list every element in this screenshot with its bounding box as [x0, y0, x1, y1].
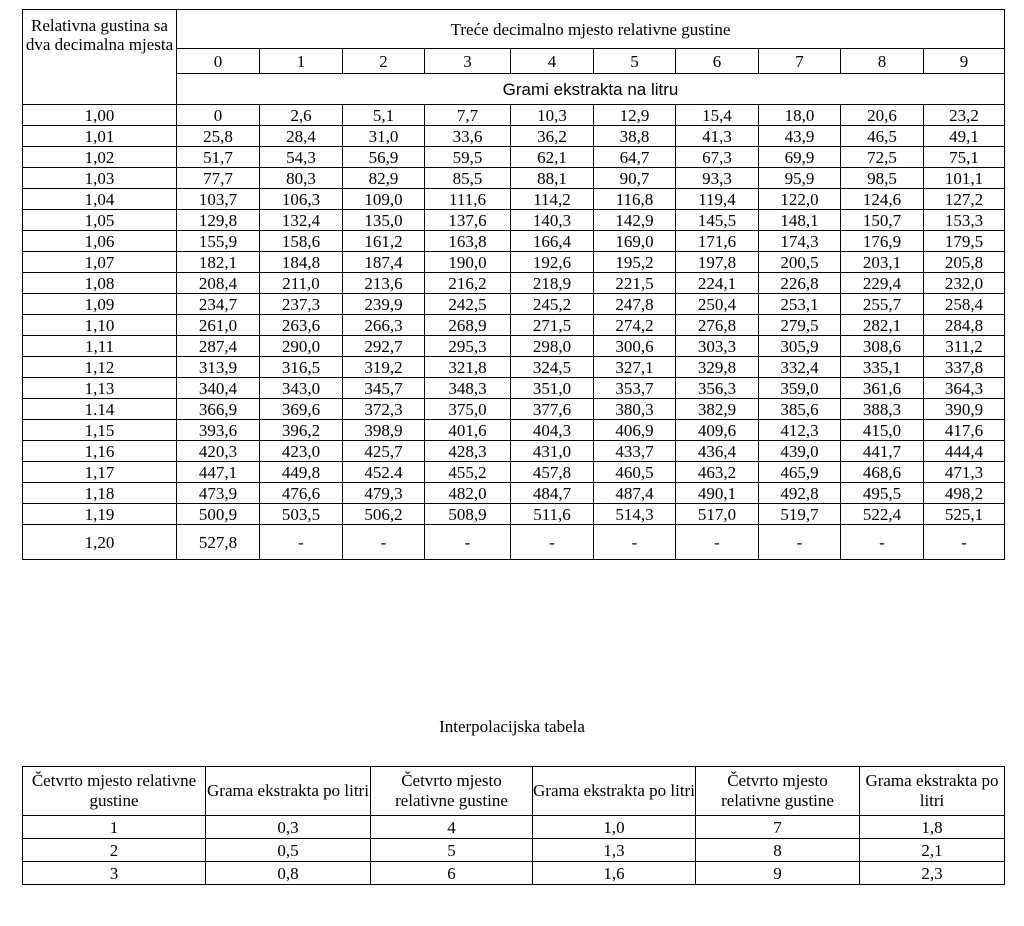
table-row — [23, 147, 1005, 168]
interpolation-header: Grama ekstrakta po litri — [533, 767, 696, 816]
value-cell: 274,2 — [594, 315, 676, 336]
value-cell: 137,6 — [425, 210, 511, 231]
density-cell: 1,17 — [23, 462, 177, 483]
value-cell: 111,6 — [425, 189, 511, 210]
value-cell: 482,0 — [425, 483, 511, 504]
value-cell: 287,4 — [177, 336, 260, 357]
value-cell: 401,6 — [425, 420, 511, 441]
value-cell: 124,6 — [841, 189, 924, 210]
value-cell: 10,3 — [511, 105, 594, 126]
value-cell: 519,7 — [759, 504, 841, 525]
table-row — [23, 315, 1005, 336]
value-cell: 498,2 — [924, 483, 1005, 504]
value-cell: 271,5 — [511, 315, 594, 336]
density-cell: 1.14 — [23, 399, 177, 420]
value-cell: 385,6 — [759, 399, 841, 420]
density-cell: 1,20 — [23, 525, 177, 560]
table-row — [23, 839, 1005, 862]
value-cell: 433,7 — [594, 441, 676, 462]
value-cell: 382,9 — [676, 399, 759, 420]
value-cell: 153,3 — [924, 210, 1005, 231]
value-cell: 129,8 — [177, 210, 260, 231]
value-cell: 409,6 — [676, 420, 759, 441]
value-cell: 33,6 — [425, 126, 511, 147]
value-cell: 132,4 — [260, 210, 343, 231]
density-column-header: Relativna gustina sa dva decimalna mjesta — [23, 10, 177, 105]
density-cell: 1,15 — [23, 420, 177, 441]
value-cell: - — [594, 525, 676, 560]
extract-table — [22, 9, 1005, 560]
value-cell: 377,6 — [511, 399, 594, 420]
value-cell: 327,1 — [594, 357, 676, 378]
value-cell: 279,5 — [759, 315, 841, 336]
table-row — [23, 294, 1005, 315]
density-cell: 1,04 — [23, 189, 177, 210]
value-cell: 171,6 — [676, 231, 759, 252]
table-row — [23, 462, 1005, 483]
table-row — [23, 483, 1005, 504]
value-cell: 468,6 — [841, 462, 924, 483]
value-cell: 211,0 — [260, 273, 343, 294]
value-cell: 305,9 — [759, 336, 841, 357]
table-row — [23, 862, 1005, 885]
value-cell: 393,6 — [177, 420, 260, 441]
value-cell: 396,2 — [260, 420, 343, 441]
value-cell: 321,8 — [425, 357, 511, 378]
value-cell: 372,3 — [343, 399, 425, 420]
digit-header: 6 — [676, 49, 759, 74]
interpolation-cell: 2 — [23, 839, 206, 862]
value-cell: 500,9 — [177, 504, 260, 525]
value-cell: 263,6 — [260, 315, 343, 336]
density-cell: 1,08 — [23, 273, 177, 294]
interpolation-header: Grama ekstrakta po litri — [206, 767, 371, 816]
value-cell: 375,0 — [425, 399, 511, 420]
density-cell: 1,05 — [23, 210, 177, 231]
interpolation-cell: 1,8 — [860, 816, 1005, 839]
digit-header: 9 — [924, 49, 1005, 74]
value-cell: 527,8 — [177, 525, 260, 560]
value-cell: 95,9 — [759, 168, 841, 189]
value-cell: 415,0 — [841, 420, 924, 441]
value-cell: 69,9 — [759, 147, 841, 168]
value-cell: 2,6 — [260, 105, 343, 126]
value-cell: 101,1 — [924, 168, 1005, 189]
value-cell: 253,1 — [759, 294, 841, 315]
table-title: Treće decimalno mjesto relativne gustine — [177, 10, 1005, 49]
value-cell: 503,5 — [260, 504, 343, 525]
value-cell: - — [759, 525, 841, 560]
density-cell: 1,09 — [23, 294, 177, 315]
value-cell: 508,9 — [425, 504, 511, 525]
value-cell: 261,0 — [177, 315, 260, 336]
value-cell: 31,0 — [343, 126, 425, 147]
value-cell: 195,2 — [594, 252, 676, 273]
density-cell: 1,00 — [23, 105, 177, 126]
value-cell: 431,0 — [511, 441, 594, 462]
value-cell: 36,2 — [511, 126, 594, 147]
digit-header: 4 — [511, 49, 594, 74]
value-cell: 232,0 — [924, 273, 1005, 294]
interpolation-header: Četvrto mjesto relativne gustine — [23, 767, 206, 816]
interpolation-header: Četvrto mjesto relativne gustine — [371, 767, 533, 816]
value-cell: 221,5 — [594, 273, 676, 294]
value-cell: 436,4 — [676, 441, 759, 462]
interpolation-header: Četvrto mjesto relativne gustine — [696, 767, 860, 816]
table-row — [23, 105, 1005, 126]
value-cell: 145,5 — [676, 210, 759, 231]
value-cell: 150,7 — [841, 210, 924, 231]
digit-header: 7 — [759, 49, 841, 74]
value-cell: 465,9 — [759, 462, 841, 483]
interpolation-header: Grama ekstrakta po litri — [860, 767, 1005, 816]
interpolation-cell: 6 — [371, 862, 533, 885]
density-cell: 1,18 — [23, 483, 177, 504]
value-cell: 295,3 — [425, 336, 511, 357]
interpolation-cell: 9 — [696, 862, 860, 885]
value-cell: 284,8 — [924, 315, 1005, 336]
value-cell: 109,0 — [343, 189, 425, 210]
density-cell: 1,06 — [23, 231, 177, 252]
value-cell: 203,1 — [841, 252, 924, 273]
digit-header: 3 — [425, 49, 511, 74]
value-cell: 187,4 — [343, 252, 425, 273]
value-cell: 28,4 — [260, 126, 343, 147]
interpolation-cell: 1 — [23, 816, 206, 839]
table-row — [23, 441, 1005, 462]
value-cell: 490,1 — [676, 483, 759, 504]
value-cell: 213,6 — [343, 273, 425, 294]
value-cell: 428,3 — [425, 441, 511, 462]
interpolation-cell: 2,1 — [860, 839, 1005, 862]
value-cell: 290,0 — [260, 336, 343, 357]
table-row — [23, 210, 1005, 231]
value-cell: 390,9 — [924, 399, 1005, 420]
table-row — [23, 420, 1005, 441]
value-cell: 46,5 — [841, 126, 924, 147]
value-cell: 369,6 — [260, 399, 343, 420]
value-cell: 148,1 — [759, 210, 841, 231]
value-cell: - — [511, 525, 594, 560]
value-cell: 463,2 — [676, 462, 759, 483]
value-cell: 361,6 — [841, 378, 924, 399]
digit-header: 8 — [841, 49, 924, 74]
value-cell: 179,5 — [924, 231, 1005, 252]
value-cell: 420,3 — [177, 441, 260, 462]
value-cell: 380,3 — [594, 399, 676, 420]
value-cell: - — [260, 525, 343, 560]
value-cell: 452.4 — [343, 462, 425, 483]
value-cell: 276,8 — [676, 315, 759, 336]
value-cell: 77,7 — [177, 168, 260, 189]
value-cell: 425,7 — [343, 441, 425, 462]
value-cell: 182,1 — [177, 252, 260, 273]
value-cell: 166,4 — [511, 231, 594, 252]
units-header: Grami ekstrakta na litru — [177, 74, 1005, 105]
value-cell: 255,7 — [841, 294, 924, 315]
value-cell: 59,5 — [425, 147, 511, 168]
value-cell: 142,9 — [594, 210, 676, 231]
value-cell: 218,9 — [511, 273, 594, 294]
value-cell: 332,4 — [759, 357, 841, 378]
value-cell: 366,9 — [177, 399, 260, 420]
value-cell: 476,6 — [260, 483, 343, 504]
value-cell: 525,1 — [924, 504, 1005, 525]
interpolation-title: Interpolacijska tabela — [439, 717, 585, 736]
value-cell: 247,8 — [594, 294, 676, 315]
value-cell: 41,3 — [676, 126, 759, 147]
interpolation-cell: 0,5 — [206, 839, 371, 862]
value-cell: 224,1 — [676, 273, 759, 294]
value-cell: 85,5 — [425, 168, 511, 189]
table-row — [23, 504, 1005, 525]
value-cell: 353,7 — [594, 378, 676, 399]
value-cell: 329,8 — [676, 357, 759, 378]
value-cell: 266,3 — [343, 315, 425, 336]
value-cell: - — [343, 525, 425, 560]
value-cell: 345,7 — [343, 378, 425, 399]
value-cell: 103,7 — [177, 189, 260, 210]
density-cell: 1,07 — [23, 252, 177, 273]
value-cell: 184,8 — [260, 252, 343, 273]
value-cell: 75,1 — [924, 147, 1005, 168]
value-cell: 460,5 — [594, 462, 676, 483]
value-cell: 343,0 — [260, 378, 343, 399]
value-cell: 155,9 — [177, 231, 260, 252]
table-row — [23, 189, 1005, 210]
table-row — [23, 336, 1005, 357]
value-cell: 292,7 — [343, 336, 425, 357]
table-row — [23, 168, 1005, 189]
value-cell: 268,9 — [425, 315, 511, 336]
table-row — [23, 273, 1005, 294]
value-cell: 197,8 — [676, 252, 759, 273]
interpolation-cell: 1,3 — [533, 839, 696, 862]
value-cell: 511,6 — [511, 504, 594, 525]
value-cell: - — [676, 525, 759, 560]
digit-header: 2 — [343, 49, 425, 74]
interpolation-cell: 3 — [23, 862, 206, 885]
value-cell: 20,6 — [841, 105, 924, 126]
value-cell: 51,7 — [177, 147, 260, 168]
value-cell: 484,7 — [511, 483, 594, 504]
value-cell: 348,3 — [425, 378, 511, 399]
value-cell: 192,6 — [511, 252, 594, 273]
value-cell: 335,1 — [841, 357, 924, 378]
value-cell: 250,4 — [676, 294, 759, 315]
value-cell: 495,5 — [841, 483, 924, 504]
value-cell: - — [924, 525, 1005, 560]
density-cell: 1,13 — [23, 378, 177, 399]
table-row — [23, 378, 1005, 399]
value-cell: 93,3 — [676, 168, 759, 189]
value-cell: 90,7 — [594, 168, 676, 189]
value-cell: 98,5 — [841, 168, 924, 189]
density-cell: 1,16 — [23, 441, 177, 462]
value-cell: 258,4 — [924, 294, 1005, 315]
interpolation-cell: 2,3 — [860, 862, 1005, 885]
value-cell: 5,1 — [343, 105, 425, 126]
value-cell: 487,4 — [594, 483, 676, 504]
value-cell: 457,8 — [511, 462, 594, 483]
value-cell: 114,2 — [511, 189, 594, 210]
value-cell: 229,4 — [841, 273, 924, 294]
table-row — [23, 126, 1005, 147]
value-cell: 127,2 — [924, 189, 1005, 210]
value-cell: 7,7 — [425, 105, 511, 126]
value-cell: 412,3 — [759, 420, 841, 441]
value-cell: 506,2 — [343, 504, 425, 525]
value-cell: 356,3 — [676, 378, 759, 399]
interpolation-cell: 8 — [696, 839, 860, 862]
value-cell: 205,8 — [924, 252, 1005, 273]
value-cell: 517,0 — [676, 504, 759, 525]
table-row — [23, 525, 1005, 560]
value-cell: 359,0 — [759, 378, 841, 399]
value-cell: 237,3 — [260, 294, 343, 315]
value-cell: 82,9 — [343, 168, 425, 189]
value-cell: 473,9 — [177, 483, 260, 504]
interpolation-cell: 4 — [371, 816, 533, 839]
value-cell: 455,2 — [425, 462, 511, 483]
value-cell: 449,8 — [260, 462, 343, 483]
value-cell: 316,5 — [260, 357, 343, 378]
value-cell: 444,4 — [924, 441, 1005, 462]
value-cell: 23,2 — [924, 105, 1005, 126]
value-cell: 176,9 — [841, 231, 924, 252]
value-cell: 319,2 — [343, 357, 425, 378]
value-cell: 140,3 — [511, 210, 594, 231]
value-cell: 242,5 — [425, 294, 511, 315]
value-cell: 119,4 — [676, 189, 759, 210]
value-cell: 12,9 — [594, 105, 676, 126]
value-cell: 337,8 — [924, 357, 1005, 378]
table-row — [23, 231, 1005, 252]
density-cell: 1,03 — [23, 168, 177, 189]
value-cell: 169,0 — [594, 231, 676, 252]
value-cell: 364,3 — [924, 378, 1005, 399]
value-cell: 308,6 — [841, 336, 924, 357]
value-cell: 471,3 — [924, 462, 1005, 483]
density-cell: 1,02 — [23, 147, 177, 168]
value-cell: 0 — [177, 105, 260, 126]
table-row — [23, 399, 1005, 420]
value-cell: 303,3 — [676, 336, 759, 357]
table-row — [23, 816, 1005, 839]
value-cell: 43,9 — [759, 126, 841, 147]
value-cell: 38,8 — [594, 126, 676, 147]
value-cell: 324,5 — [511, 357, 594, 378]
value-cell: 135,0 — [343, 210, 425, 231]
value-cell: 439,0 — [759, 441, 841, 462]
value-cell: 311,2 — [924, 336, 1005, 357]
value-cell: 351,0 — [511, 378, 594, 399]
value-cell: 72,5 — [841, 147, 924, 168]
density-cell: 1,01 — [23, 126, 177, 147]
interpolation-cell: 0,3 — [206, 816, 371, 839]
interpolation-cell: 0,8 — [206, 862, 371, 885]
value-cell: 67,3 — [676, 147, 759, 168]
digit-header: 0 — [177, 49, 260, 74]
density-cell: 1,19 — [23, 504, 177, 525]
table-row — [23, 252, 1005, 273]
value-cell: 282,1 — [841, 315, 924, 336]
value-cell: 116,8 — [594, 189, 676, 210]
value-cell: - — [841, 525, 924, 560]
value-cell: 200,5 — [759, 252, 841, 273]
density-cell: 1,11 — [23, 336, 177, 357]
value-cell: 441,7 — [841, 441, 924, 462]
density-cell: 1,10 — [23, 315, 177, 336]
value-cell: 423,0 — [260, 441, 343, 462]
value-cell: 49,1 — [924, 126, 1005, 147]
value-cell: 80,3 — [260, 168, 343, 189]
digit-header: 5 — [594, 49, 676, 74]
value-cell: 216,2 — [425, 273, 511, 294]
value-cell: 64,7 — [594, 147, 676, 168]
value-cell: 313,9 — [177, 357, 260, 378]
value-cell: 15,4 — [676, 105, 759, 126]
value-cell: 161,2 — [343, 231, 425, 252]
value-cell: 479,3 — [343, 483, 425, 504]
value-cell: 300,6 — [594, 336, 676, 357]
value-cell: - — [425, 525, 511, 560]
value-cell: 245,2 — [511, 294, 594, 315]
value-cell: 106,3 — [260, 189, 343, 210]
value-cell: 174,3 — [759, 231, 841, 252]
density-cell: 1,12 — [23, 357, 177, 378]
value-cell: 388,3 — [841, 399, 924, 420]
interpolation-cell: 1,6 — [533, 862, 696, 885]
value-cell: 398,9 — [343, 420, 425, 441]
value-cell: 492,8 — [759, 483, 841, 504]
value-cell: 56,9 — [343, 147, 425, 168]
value-cell: 226,8 — [759, 273, 841, 294]
value-cell: 404,3 — [511, 420, 594, 441]
value-cell: 163,8 — [425, 231, 511, 252]
interpolation-cell: 7 — [696, 816, 860, 839]
value-cell: 88,1 — [511, 168, 594, 189]
value-cell: 417,6 — [924, 420, 1005, 441]
value-cell: 208,4 — [177, 273, 260, 294]
value-cell: 18,0 — [759, 105, 841, 126]
value-cell: 25,8 — [177, 126, 260, 147]
interpolation-table — [22, 766, 1005, 885]
value-cell: 158,6 — [260, 231, 343, 252]
interpolation-cell: 5 — [371, 839, 533, 862]
value-cell: 239,9 — [343, 294, 425, 315]
value-cell: 406,9 — [594, 420, 676, 441]
value-cell: 340,4 — [177, 378, 260, 399]
digit-header: 1 — [260, 49, 343, 74]
interpolation-cell: 1,0 — [533, 816, 696, 839]
value-cell: 62,1 — [511, 147, 594, 168]
value-cell: 190,0 — [425, 252, 511, 273]
value-cell: 514,3 — [594, 504, 676, 525]
value-cell: 447,1 — [177, 462, 260, 483]
table-row — [23, 357, 1005, 378]
value-cell: 234,7 — [177, 294, 260, 315]
value-cell: 298,0 — [511, 336, 594, 357]
value-cell: 522,4 — [841, 504, 924, 525]
value-cell: 122,0 — [759, 189, 841, 210]
value-cell: 54,3 — [260, 147, 343, 168]
